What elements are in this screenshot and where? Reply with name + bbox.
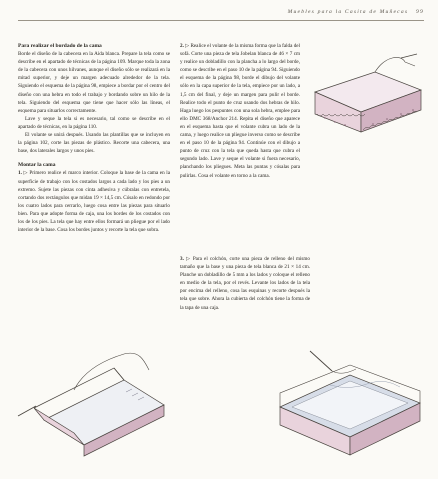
bed-frame-illustration bbox=[14, 350, 174, 460]
left-column bbox=[18, 42, 170, 234]
mattress-illustration bbox=[270, 345, 430, 460]
arrow-icon: ▷ bbox=[23, 170, 28, 177]
section-heading-assembly: Montar la cama bbox=[18, 162, 56, 169]
page-number: 99 bbox=[416, 9, 424, 15]
step-2 bbox=[180, 42, 300, 180]
step-2-text: Realice el volante de la misma forma que la falda del sofá. Corte una pieza de tela Jobelan blanca de 46 × 7 cm y realice un dobladillo con la plancha a lo largo del borde, como se describe en el paso 10 de la página 94. Siguiendo el esquema de la página 98, borde el dibujo del volante sólo en la capa superior de la tela, empiece por un lado, a 1,5 cm del final, y deje un margen para pulir el borde. Realice todo el punto de cruz usando dos hebras de hilo. Haga luego los pespuntes con una sola hebra, emplee para ello DMC 368/Anchor 214. Repita el diseño que aparece en el esquema hasta que el volante cubra un lado de la cama, y luego realice un pliegue inverso como se describe en el paso 10 de la página 94. Continúe con el dibujo a punto de cruz con la tela que queda hasta que cubra el segundo lado. Lave y seque el volante si fuera necesario, planchando los pliegues. Meta las puntas y cósalas para pulirlas. Cosa el volante en torno a la cama. bbox=[180, 43, 300, 179]
step-1 bbox=[18, 169, 170, 234]
step-3-number: 3. bbox=[180, 256, 184, 262]
paragraph-embroidery-2: Lave y seque la tela si es necesario, tal como se describe en el apartado de técnicas, en la página 110. bbox=[18, 115, 170, 130]
section-heading-embroidery: Para realizar el bordado de la cama bbox=[18, 43, 102, 49]
step-2-number: 2. bbox=[180, 43, 184, 49]
bed-frill-illustration bbox=[305, 52, 427, 144]
step-1-text: Primero realice el marco interior. Coloque la base de la cama en la superficie de trabajo con los costados largos a cada lado y los pies a un extremo. Sujete las piezas con cinta adhesiva y cúbralas con entretela, cortando dos rectángulos que midan 19 × 14,5 cm. Cósalo en redondo por los cuatro lados para cerrarlo, luego cosa entre las piezas para situarlo bien. Para que adopte forma de caja, una los bordes de los costados con los de los pies. La tela que hay entre ellos formará un pliegue por el lado interior de la base. Cosa los bordes juntos y recorte la tela que sobra. bbox=[18, 170, 170, 234]
step-3-text: Para el colchón, corte una pieza de relleno del mismo tamaño que la base y una pieza de tela blanca de 21 × 14 cm. Planche un dobladillo de 5 mm a los lados y coloque el relleno en medio de la tela, por el revés. Levante los lados de la tela por encima del relleno, cosa las esquinas y recorte después la tela que sobre. Ahora la cubierta del colchón tiene la forma de la tapa de una caja. bbox=[180, 256, 310, 311]
step-3 bbox=[180, 255, 310, 312]
step-3-block bbox=[180, 255, 422, 312]
step-1-number: 1. bbox=[18, 170, 22, 177]
running-header bbox=[18, 6, 424, 21]
paragraph-embroidery-3: El volante se unirá después. Usando las plantillas que se incluyen en la página 102, corte las piezas de plástico. Recorte una cabecera, una base, dos laterales largos y unos pies. bbox=[18, 132, 170, 155]
paragraph-embroidery-1: Borde el diseño de la cabecera en la Aida blanca. Prepare la tela como se describe en el apartado de técnicas de la página 109. Marque toda la zona de la cabecera con unos hilvanes, aunque el diseño sólo se realizará en la mitad superior, y deje un margen adecuado alrededor de la tela. Siguiendo el esquema de la página 98, empiece a bordar por el centro del diseño con una hebra en todo el trabajo y bordando sobre un hilo de la tela. Siguiendo del esquema que tiene que hacer sólo las líneas, el esquema para situarlos correctamente. bbox=[18, 51, 170, 114]
arrow-icon: ▷ bbox=[185, 43, 190, 49]
running-title: Muebles para la Casita de Muñecas bbox=[287, 9, 409, 15]
arrow-icon: ▷ bbox=[185, 256, 191, 262]
